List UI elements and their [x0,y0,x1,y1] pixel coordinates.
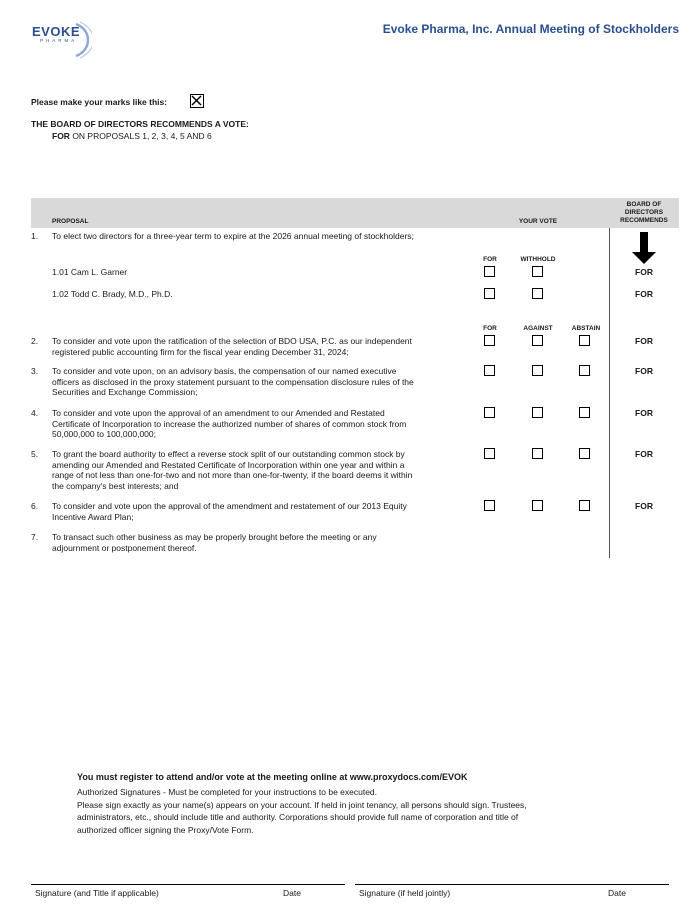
marks-instruction: Please make your marks like this: [31,97,168,107]
proposal-6-against-checkbox[interactable] [532,500,543,511]
proposal-3-against-checkbox[interactable] [532,365,543,376]
proposal-3-line2: officers as disclosed in the proxy statement pursuant to the compensation disclosure rules of the [52,376,414,387]
board-header-line1: BOARD OF [626,201,662,208]
instructions-line1: Authorized Signatures - Must be completed for your instructions to be executed. [77,787,378,797]
proposal-3-number: 3. [31,366,39,376]
proposal-4-line2: Certificate of Incorporation to increase the authorized number of shares of common stock from [52,418,407,429]
nominee-1-name: 1.01 Cam L. Garner [52,267,128,277]
proposal-4-line3: 50,000,000 to 100,000,000; [52,429,156,439]
proposal-5-recommendation: FOR [635,449,653,459]
board-header-line2: DIRECTORS [624,209,664,216]
nominee-1-withhold-checkbox[interactable] [532,266,543,277]
proposal-5-line1: To grant the board authority to effect a reverse stock split of our outstanding common stock by [52,449,405,459]
instructions-line2: Please sign exactly as your name(s) appears on your account. If held in joint tenancy, all persons should sign. Trustees, [77,799,527,810]
logo-subtext: PHARMA [40,38,78,43]
proposal-5-abstain-checkbox[interactable] [579,448,590,459]
proposal-4-recommendation: FOR [635,408,653,418]
board-recommends-header [609,201,679,225]
proposal-2-against-checkbox[interactable] [532,335,543,346]
down-arrow-icon [640,232,648,252]
board-recommendation-heading: THE BOARD OF DIRECTORS RECOMMENDS A VOTE: [31,119,249,129]
logo-wordmark: EVOKE [32,24,81,39]
proposal-5-text [52,449,464,491]
proposal-4-against-checkbox[interactable] [532,407,543,418]
for-word: FOR [52,131,70,141]
proposal-5-against-checkbox[interactable] [532,448,543,459]
proposal-5-line2: amending our Amended and Restated Certificate of Incorporation within one year and within a [52,459,405,470]
proposal-6-abstain-checkbox[interactable] [579,500,590,511]
proposal-7-text [52,532,464,553]
proposal-7-number: 7. [31,532,39,542]
director-withhold-header: WITHHOLD [520,256,556,263]
proposal-2-text [52,336,464,357]
instructions-line4: authorized officer signing the Proxy/Vote Form. [77,824,254,835]
proposal-5-line3: range of not less than one-for-two and not more than one-for-twenty, if the board deems it within [52,470,413,480]
proposal-3-line3: Securities and Exchange Commission; [52,387,198,397]
proposal-4-line1: To consider and vote upon the approval of an amendment to our Amended and Restated [52,408,385,418]
down-arrow-head-icon [632,252,656,264]
board-header-line3: RECOMMENDS [620,217,668,224]
nominee-2-for-checkbox[interactable] [484,288,495,299]
proposal-list: ON PROPOSALS 1, 2, 3, 4, 5 AND 6 [69,131,212,141]
proposal-1-text: To elect two directors for a three-year term to expire at the 2026 annual meeting of stockholders; [52,231,414,241]
proposal-column-header: PROPOSAL [52,218,89,225]
proposal-2-line2: registered public accounting firm for the fiscal year ending December 31, 2024; [52,346,349,357]
proposal-2-number: 2. [31,336,39,346]
signature-1-label: Signature (and Title if applicable) [35,888,159,898]
director-for-header: FOR [483,256,497,263]
board-recommendation-line [52,131,212,141]
proposal-2-line1: To consider and vote upon the ratification of the selection of BDO USA, P.C. as our independent [52,336,412,346]
date-1-label: Date [283,888,301,898]
signature-1-line[interactable] [31,884,345,885]
proposal-3-for-checkbox[interactable] [484,365,495,376]
proposal-2-for-checkbox[interactable] [484,335,495,346]
proposal-4-abstain-checkbox[interactable] [579,407,590,418]
registration-notice: You must register to attend and/or vote at the meeting online at www.proxydocs.com/EVOK [77,772,468,782]
signature-2-label: Signature (if held jointly) [359,888,451,898]
mark-sample-box [190,94,204,108]
proposal-7-line1: To transact such other business as may be properly brought before the meeting or any [52,532,377,542]
proposal-5-line4: the company's best interests; and [52,480,179,491]
page-title: Evoke Pharma, Inc. Annual Meeting of Stockholders [382,22,679,36]
proposal-6-line2: Incentive Award Plan; [52,511,134,522]
proposal-2-recommendation: FOR [635,336,653,346]
nominee-1-for-checkbox[interactable] [484,266,495,277]
proposal-4-number: 4. [31,408,39,418]
proposal-3-line1: To consider and vote upon, on an advisory basis, the compensation of our named executive [52,366,397,376]
instructions-line3: administrators, etc., should include title and authority. Corporations should provide full name of corporation and title of [77,812,519,822]
proposal-5-for-checkbox[interactable] [484,448,495,459]
proposal-6-number: 6. [31,501,39,511]
proposal-6-recommendation: FOR [635,501,653,511]
signature-instructions [77,786,637,836]
proposal-6-line1: To consider and vote upon the approval of the amendment and restatement of our 2013 Equity [52,501,407,511]
nominee-2-recommendation: FOR [635,289,653,299]
nominee-1-recommendation: FOR [635,267,653,277]
vote-for-header: FOR [483,325,497,332]
proposal-3-abstain-checkbox[interactable] [579,365,590,376]
x-mark-icon [191,95,202,106]
proposal-2-abstain-checkbox[interactable] [579,335,590,346]
proposal-4-text [52,408,464,440]
vote-against-header: AGAINST [523,325,553,332]
nominee-2-name: 1.02 Todd C. Brady, M.D., Ph.D. [52,289,173,299]
vote-abstain-header: ABSTAIN [571,325,601,332]
proposal-3-recommendation: FOR [635,366,653,376]
proposal-4-for-checkbox[interactable] [484,407,495,418]
nominee-2-withhold-checkbox[interactable] [532,288,543,299]
date-2-label: Date [608,888,626,898]
your-vote-column-header: YOUR VOTE [518,218,558,225]
proposal-5-number: 5. [31,449,39,459]
proposal-3-text [52,366,464,398]
proposal-6-text [52,501,464,522]
proposal-6-for-checkbox[interactable] [484,500,495,511]
proposal-1-number: 1. [31,231,39,241]
proposal-7-line2: adjournment or postponement thereof. [52,542,197,553]
signature-2-line[interactable] [355,884,669,885]
